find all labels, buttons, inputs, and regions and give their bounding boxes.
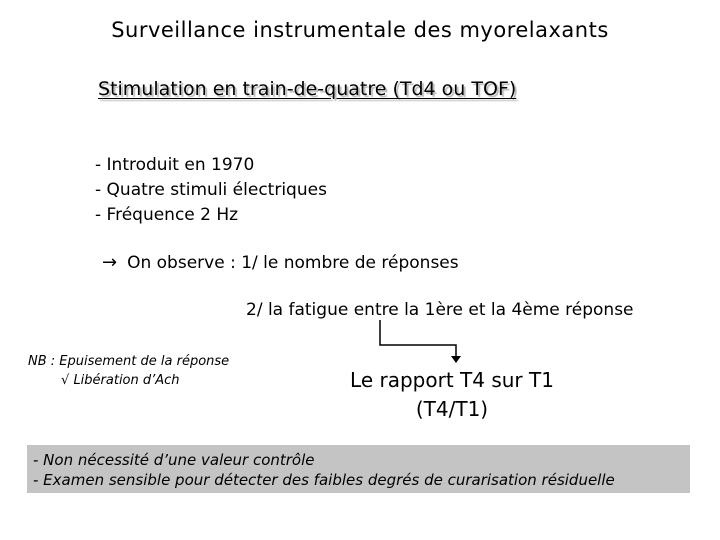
slide-subtitle: Stimulation en train-de-quatre (Td4 ou TOF): [98, 78, 517, 100]
conclusion-box: [27, 445, 690, 493]
conclusion-text: [33, 450, 615, 490]
right-arrow-icon: →: [102, 252, 118, 273]
ratio-text: [312, 366, 592, 424]
nb-note: [28, 352, 229, 390]
check-icon: √: [61, 373, 70, 388]
bullet-item: - Fréquence 2 Hz: [95, 205, 239, 225]
fatigue-line: 2/ la fatigue entre la 1ère et la 4ème réponse: [246, 300, 634, 320]
ratio-line-2: (T4/T1): [415, 397, 489, 421]
observation-text: On observe : 1/ le nombre de réponses: [127, 253, 459, 273]
nb-line-2-text: Libération d’Ach: [73, 373, 180, 388]
conclusion-line-2: - Examen sensible pour détecter des faibles degrés de curarisation résiduelle: [33, 471, 615, 489]
bullet-item: - Quatre stimuli électriques: [95, 180, 327, 200]
nb-line-2: [28, 371, 229, 390]
nb-line-1: NB : Epuisement de la réponse: [28, 354, 230, 369]
ratio-line-1: Le rapport T4 sur T1: [350, 368, 554, 392]
conclusion-line-1: - Non nécessité d’une valeur contrôle: [33, 451, 315, 469]
bullet-item: - Introduit en 1970: [95, 155, 255, 175]
slide-title: Surveillance instrumentale des myorelaxants: [111, 18, 609, 42]
